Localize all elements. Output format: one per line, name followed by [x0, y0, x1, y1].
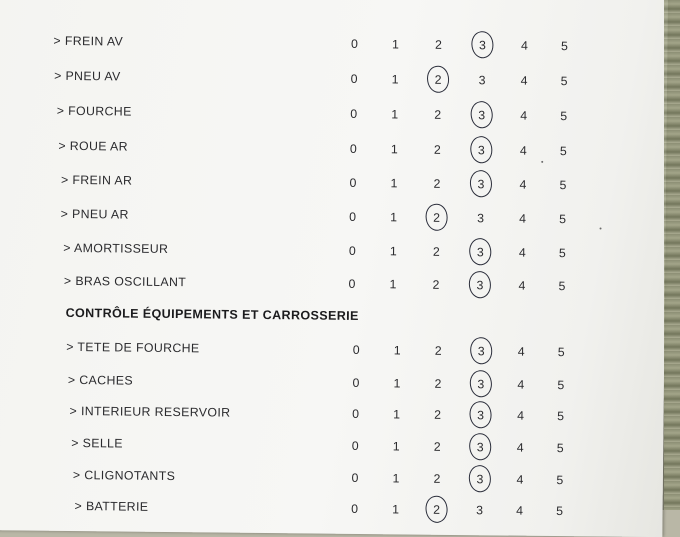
- row-label: > FREIN AR: [60, 172, 133, 188]
- score-option-2: 2: [432, 277, 440, 292]
- row-label: > PNEU AR: [60, 206, 129, 222]
- score-option-2: 2: [434, 37, 442, 52]
- score-option-2: 2: [434, 107, 442, 122]
- score-option-3: 3: [478, 73, 486, 88]
- inspection-row: [0, 498, 635, 527]
- score-option-0: 0: [351, 470, 359, 485]
- score-option-1: 1: [389, 244, 397, 259]
- score-option-5: 5: [559, 144, 567, 159]
- score-option-0: 0: [351, 501, 359, 516]
- score-option-1: 1: [393, 343, 401, 358]
- score-option-4: 4: [520, 108, 528, 123]
- score-option-0: 0: [352, 342, 360, 357]
- score-option-3: 3: [477, 211, 485, 226]
- score-option-2: 2: [433, 439, 441, 454]
- score-option-0: 0: [351, 438, 359, 453]
- score-option-1: 1: [393, 407, 401, 422]
- score-option-0: 0: [352, 375, 360, 390]
- score-option-3: 3: [478, 38, 486, 53]
- score-option-1: 1: [391, 37, 399, 52]
- score-option-4: 4: [518, 245, 526, 260]
- score-option-5: 5: [556, 473, 564, 488]
- score-option-3: 3: [476, 440, 484, 455]
- row-label: > ROUE AR: [58, 138, 128, 154]
- score-option-3: 3: [476, 472, 484, 487]
- score-option-5: 5: [558, 246, 566, 261]
- score-option-2: 2: [433, 471, 441, 486]
- inspection-row: [0, 172, 638, 201]
- ink-speck: [541, 161, 543, 163]
- score-option-2: 2: [433, 210, 441, 225]
- score-option-4: 4: [517, 408, 525, 423]
- row-label: > CLIGNOTANTS: [72, 468, 176, 484]
- score-option-2: 2: [432, 244, 440, 259]
- score-option-2: 2: [434, 72, 442, 87]
- row-label: > CACHES: [67, 372, 134, 388]
- score-option-2: 2: [434, 343, 442, 358]
- section-title: CONTRÔLE ÉQUIPEMENTS ET CARROSSERIE: [65, 305, 359, 323]
- score-option-3: 3: [477, 177, 485, 192]
- score-option-3: 3: [477, 408, 485, 423]
- score-option-3: 3: [476, 278, 484, 293]
- score-option-5: 5: [559, 212, 567, 227]
- inspection-row: [0, 467, 635, 496]
- score-option-0: 0: [350, 36, 358, 51]
- inspection-row: [0, 372, 636, 401]
- score-option-0: 0: [348, 276, 356, 291]
- row-label: > AMORTISSEUR: [63, 240, 169, 256]
- score-option-2: 2: [433, 142, 441, 157]
- score-option-0: 0: [349, 209, 357, 224]
- score-option-1: 1: [392, 502, 400, 517]
- inspection-row: [0, 403, 636, 432]
- score-option-5: 5: [556, 504, 564, 519]
- inspection-row: [0, 103, 639, 132]
- row-label: > BATTERIE: [74, 499, 149, 514]
- score-option-2: 2: [433, 176, 441, 191]
- score-option-1: 1: [389, 277, 397, 292]
- score-option-3: 3: [477, 344, 485, 359]
- score-option-4: 4: [516, 503, 524, 518]
- score-option-4: 4: [516, 472, 524, 487]
- score-option-1: 1: [390, 176, 398, 191]
- score-option-5: 5: [560, 74, 568, 89]
- row-label: > TETE DE FOURCHE: [66, 339, 200, 356]
- score-option-4: 4: [516, 440, 524, 455]
- score-option-4: 4: [520, 73, 528, 88]
- score-option-5: 5: [557, 345, 565, 360]
- score-option-0: 0: [349, 141, 357, 156]
- background-edge: [664, 0, 680, 510]
- score-option-4: 4: [518, 278, 526, 293]
- score-option-1: 1: [392, 439, 400, 454]
- inspection-row: [0, 206, 638, 235]
- score-option-1: 1: [390, 210, 398, 225]
- score-option-3: 3: [477, 143, 485, 158]
- score-option-3: 3: [478, 108, 486, 123]
- score-option-1: 1: [390, 142, 398, 157]
- inspection-row: [0, 435, 635, 464]
- score-option-0: 0: [349, 175, 357, 190]
- score-option-4: 4: [519, 211, 527, 226]
- row-label: > INTERIEUR RESERVOIR: [69, 403, 231, 420]
- score-option-5: 5: [558, 279, 566, 294]
- score-option-5: 5: [560, 109, 568, 124]
- score-option-1: 1: [391, 107, 399, 122]
- inspection-row: [0, 33, 640, 62]
- score-option-4: 4: [517, 377, 525, 392]
- score-option-4: 4: [517, 344, 525, 359]
- score-option-1: 1: [392, 471, 400, 486]
- score-option-0: 0: [348, 243, 356, 258]
- score-option-5: 5: [559, 178, 567, 193]
- score-option-0: 0: [350, 106, 358, 121]
- score-option-5: 5: [560, 39, 568, 54]
- score-option-2: 2: [434, 376, 442, 391]
- row-label: > FREIN AV: [53, 33, 124, 49]
- score-option-1: 1: [393, 376, 401, 391]
- score-option-4: 4: [520, 38, 528, 53]
- inspection-row: [0, 273, 637, 302]
- score-option-3: 3: [476, 503, 484, 518]
- score-option-5: 5: [556, 441, 564, 456]
- score-option-0: 0: [352, 406, 360, 421]
- ink-speck: [600, 228, 602, 230]
- score-option-0: 0: [350, 71, 358, 86]
- score-option-4: 4: [519, 177, 527, 192]
- inspection-row: [0, 339, 636, 368]
- row-label: > PNEU AV: [54, 68, 121, 84]
- score-option-4: 4: [519, 143, 527, 158]
- score-option-1: 1: [391, 72, 399, 87]
- inspection-row: [0, 68, 639, 97]
- score-option-2: 2: [433, 502, 441, 517]
- score-option-2: 2: [434, 407, 442, 422]
- row-label: > FOURCHE: [56, 103, 132, 119]
- inspection-row: [0, 240, 637, 269]
- score-option-5: 5: [557, 378, 565, 393]
- row-label: > SELLE: [71, 435, 124, 451]
- row-label: > BRAS OSCILLANT: [63, 273, 187, 290]
- score-option-3: 3: [477, 377, 485, 392]
- score-option-5: 5: [557, 409, 565, 424]
- score-option-3: 3: [476, 245, 484, 260]
